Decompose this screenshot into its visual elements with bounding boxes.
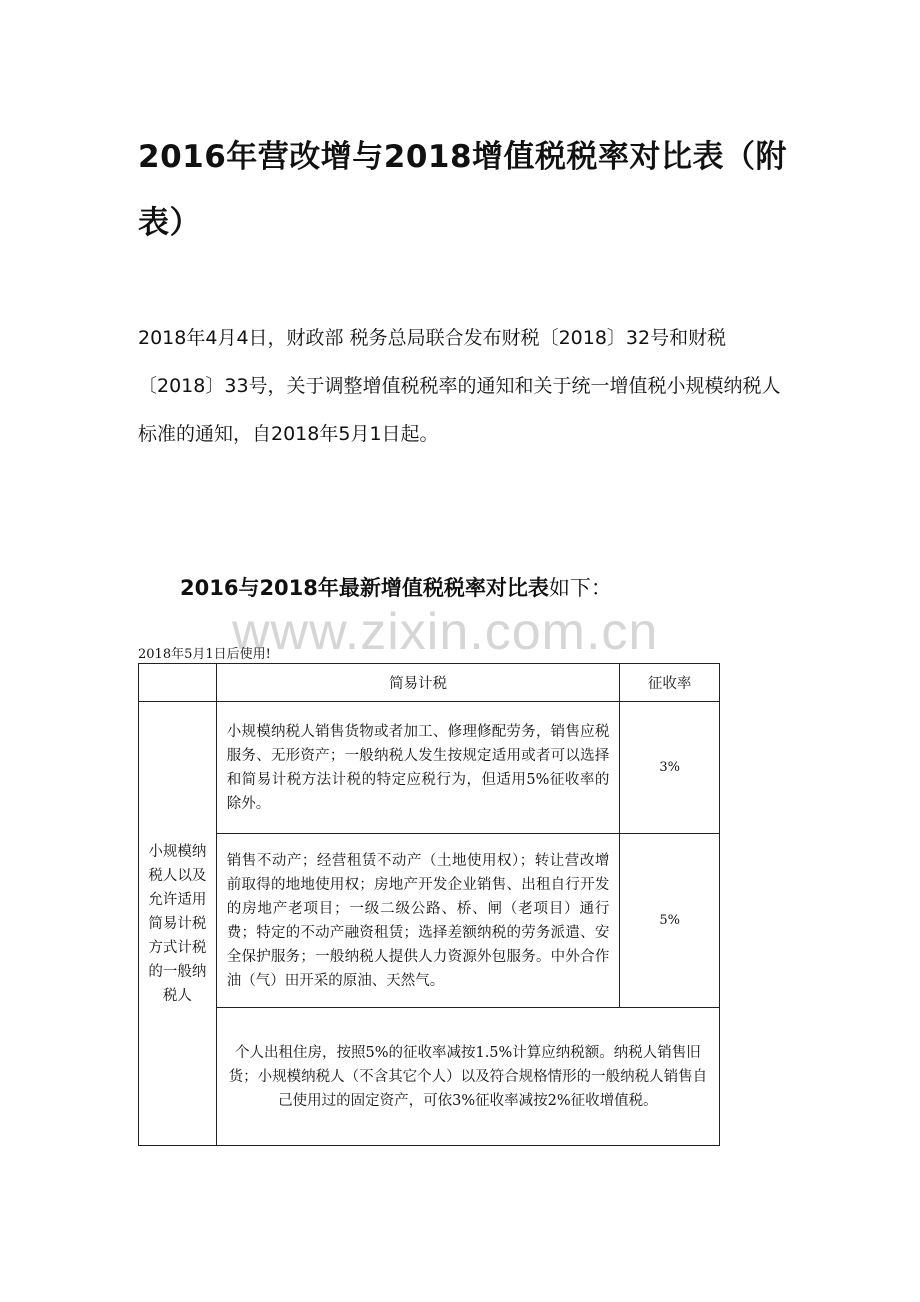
- document-title: 2016年营改增与2018增值税税率对比表（附表）: [138, 139, 788, 241]
- row2-description: 销售不动产；经营租赁不动产（土地使用权）；转让营改增前取得的地地使用权；房地产开发企业销售、出租自行开发的房地产老项目；一级二级公路、桥、闸（老项目）通行费；特定的不动产融资租赁；选择差额纳税的劳务派遣、安全保护服务；一般纳税人提供人力资源外包服务。中外合作油（气）田开采的原油、天然气。: [216, 834, 620, 1008]
- table-row: [139, 834, 720, 1008]
- header-simple-tax: 简易计税: [216, 664, 620, 702]
- usage-note: 2018年5月1日后使用!: [138, 647, 271, 662]
- table-header-row: [139, 664, 720, 702]
- header-rate: 征收率: [620, 664, 720, 702]
- intro-paragraph: 2018年4月4日，财政部 税务总局联合发布财税〔2018〕32号和财税〔2018〕33号，关于调整增值税税率的通知和关于统一增值税小规模纳税人标准的通知，自2018年5月1日起。: [138, 327, 781, 445]
- table-row: [139, 1008, 720, 1146]
- row1-description: 小规模纳税人销售货物或者加工、修理修配劳务，销售应税服务、无形资产；一般纳税人发生按规定适用或者可以选择和简易计税方法计税的特定应税行为，但适用5%征收率的除外。: [216, 702, 620, 834]
- subtitle-suffix: 如下：: [548, 576, 612, 600]
- row3-description: 个人出租住房，按照5%的征收率减按1.5%计算应纳税额。纳税人销售旧货；小规模纳税人（不含其它个人）以及符合规格情形的一般纳税人销售自己使用过的固定资产，可依3%征收率减按2%征收增值税。: [216, 1008, 719, 1146]
- header-empty-cell: [139, 664, 217, 702]
- row1-rate: 3%: [620, 702, 720, 834]
- tax-rate-table: [138, 663, 720, 1146]
- table-row: [139, 702, 720, 834]
- row2-rate: 5%: [620, 834, 720, 1008]
- subtitle-bold: 2016与2018年最新增值税税率对比表: [180, 576, 549, 600]
- watermark: www.zixin.com.cn: [232, 603, 659, 661]
- category-cell: 小规模纳税人以及允许适用简易计税方式计税的一般纳税人: [139, 702, 217, 1146]
- table-subtitle: [180, 572, 612, 604]
